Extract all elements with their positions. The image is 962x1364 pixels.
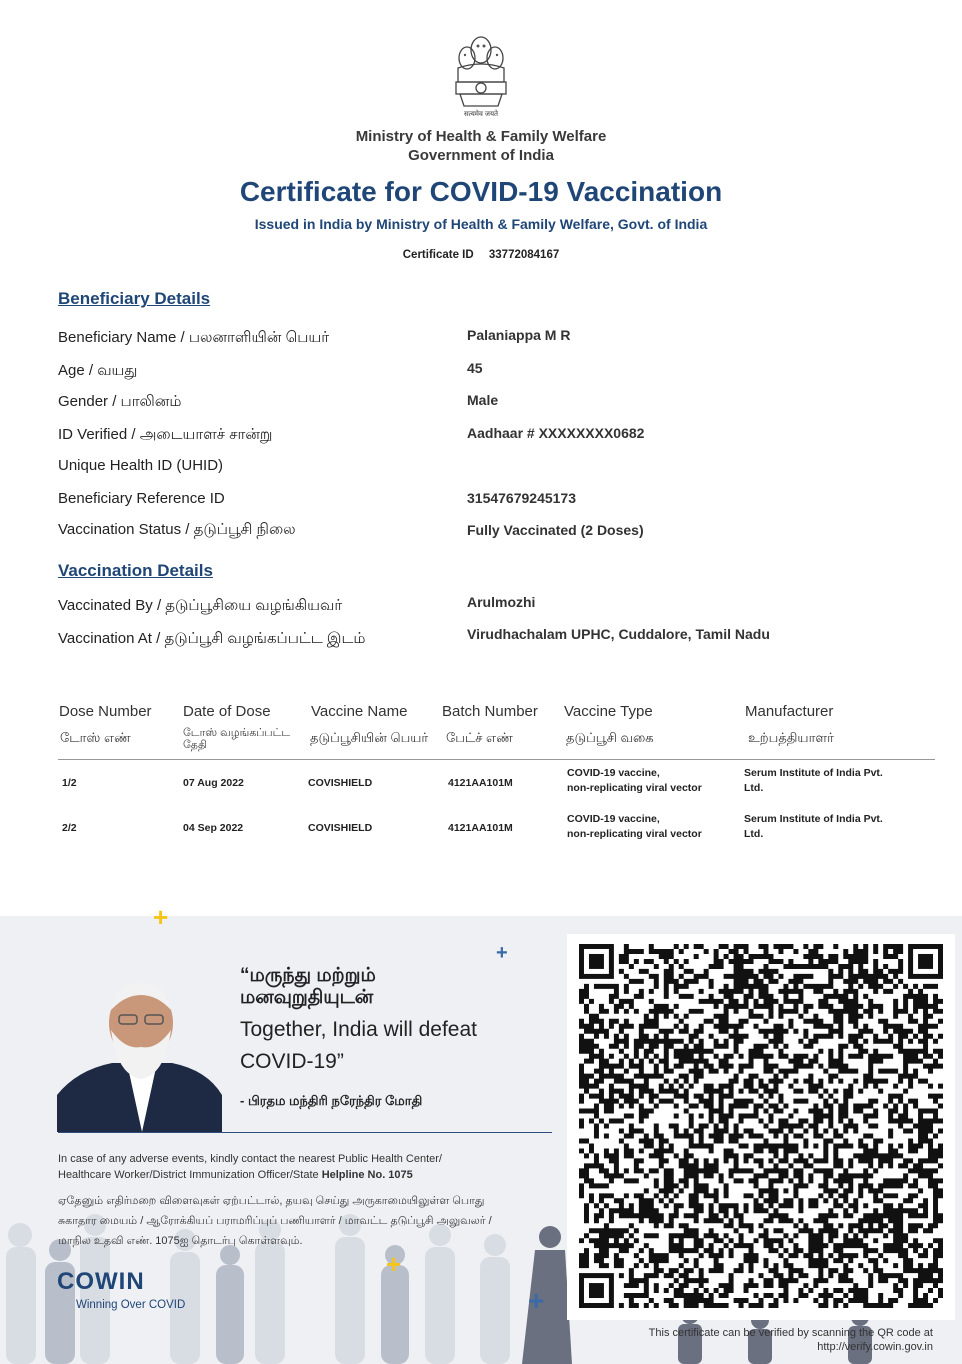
certificate-id-value: 33772084167 (488, 249, 560, 261)
adverse-event-note-english (58, 1151, 538, 1183)
gender-label: Gender / பாலினம் (58, 393, 182, 410)
adverse-event-note-tamil (58, 1191, 538, 1251)
certificate-title: Certificate for COVID-19 Vaccination (239, 176, 723, 207)
vaccination-section-title: Vaccination Details (58, 561, 213, 580)
plus-icon: + (528, 1285, 545, 1316)
beneficiary-name-label: Beneficiary Name / பலனாளியின் பெயர் (58, 329, 330, 346)
age-label: Age / வயது (58, 362, 138, 379)
certificate-subtitle: Issued in India by Ministry of Health & Family Welfare, Govt. of India (254, 216, 708, 232)
cowin-tagline: Winning Over COVID (76, 1299, 186, 1311)
ministry-name (0, 127, 962, 165)
dose-2-batch: 4121AA101M (448, 822, 513, 834)
dose-1-manufacturer (744, 766, 883, 796)
col-header-vaccine-name: Vaccine Name (311, 703, 408, 720)
col-header-date-ta: டோஸ் வழங்கப்பட்ட தேதி (183, 727, 291, 751)
reference-id-value: 31547679245173 (467, 490, 577, 506)
note-ta-line-1: ஏதேனும் எதிர்மறை விளைவுகள் ஏற்பட்டால், தயவு செய்து அருகாமையிலுள்ள பொது (58, 1195, 485, 1207)
col-header-vaccine-name-ta: தடுப்பூசியின் பெயர் (310, 730, 429, 745)
dose-1-number: 1/2 (62, 777, 77, 789)
vaccination-status-value: Fully Vaccinated (2 Doses) (467, 522, 644, 538)
beneficiary-section-title: Beneficiary Details (58, 289, 211, 308)
col-header-vaccine-type: Vaccine Type (564, 703, 653, 720)
qr-code[interactable] (579, 944, 943, 1308)
col-header-vaccine-type-ta: தடுப்பூசி வகை (566, 730, 654, 745)
national-emblem-icon (450, 30, 512, 122)
note-en-line-2: Healthcare Worker/District Immunization Officer/State (58, 1169, 319, 1181)
dose-1-date: 07 Aug 2022 (183, 777, 244, 789)
quote-tamil-line-1: “மருந்து மற்றும் (240, 965, 376, 986)
vaccinated-by-label: Vaccinated By / தடுப்பூசியை வழங்கியவர் (58, 597, 343, 614)
verify-line-1: This certificate can be verified by scanning the QR code at (648, 1327, 933, 1339)
note-ta-line-3: மாநில உதவி எண். 1075ஐ தொடர்பு கொள்ளவும். (58, 1235, 303, 1247)
ministry-line-2: Government of India (408, 147, 554, 164)
emblem-motto: सत्यमेव जयते (463, 111, 499, 118)
quote-tamil (240, 965, 376, 1009)
dose-2-number: 2/2 (62, 822, 77, 834)
dose-2-mfr-line-1: Serum Institute of India Pvt. (744, 813, 883, 825)
verification-note (560, 1326, 933, 1354)
dose-1-vaccine-name: COVISHIELD (308, 777, 373, 789)
quote-tamil-line-2: மனவுறுதியுடன் (240, 987, 374, 1008)
dose-2-vaccine-name: COVISHIELD (308, 822, 373, 834)
verify-url[interactable]: http://verify.cowin.gov.in (817, 1341, 933, 1353)
helpline-number: Helpline No. 1075 (321, 1169, 413, 1181)
plus-icon: + (386, 1249, 402, 1279)
age-value: 45 (467, 360, 483, 376)
col-header-manufacturer: Manufacturer (745, 703, 834, 720)
table-divider (58, 759, 935, 760)
gender-value: Male (467, 392, 499, 408)
dose-1-mfr-line-1: Serum Institute of India Pvt. (744, 767, 883, 779)
note-en-line-1: In case of any adverse events, kindly contact the nearest Public Health Center/ (58, 1153, 442, 1165)
id-verified-label: ID Verified / அடையாளச் சான்று (58, 426, 273, 443)
dose-1-mfr-line-2: Ltd. (744, 782, 764, 794)
dose-2-mfr-line-2: Ltd. (744, 828, 764, 840)
col-header-dose-number: Dose Number (59, 703, 152, 720)
dose-2-type-line-1: COVID-19 vaccine, (567, 813, 660, 825)
plus-icon: + (496, 942, 508, 964)
dose-1-batch: 4121AA101M (448, 777, 513, 789)
dose-2-type-line-2: non-replicating viral vector (567, 828, 702, 840)
col-header-dose-number-ta: டோஸ் எண் (60, 730, 131, 745)
uhid-label: Unique Health ID (UHID) (58, 457, 224, 474)
dose-1-type-line-1: COVID-19 vaccine, (567, 767, 660, 779)
vaccinated-by-value: Arulmozhi (467, 594, 536, 610)
quote-attribution: - பிரதம மந்திரி நரேந்திர மோதி (240, 1093, 423, 1108)
footer-divider (58, 1132, 552, 1133)
ministry-line-1: Ministry of Health & Family Welfare (355, 128, 607, 145)
note-ta-line-2: சுகாதார மையம் / ஆரோக்கியப் பராமரிப்புப் பணியாளர் / மாவட்ட தடுப்பூசி அலுவலர் / (58, 1215, 492, 1227)
plus-icon: + (153, 902, 169, 932)
cowin-logo: COWIN (57, 1268, 145, 1295)
quote-english (240, 1014, 477, 1078)
col-header-manufacturer-ta: உற்பத்தியாளர் (748, 730, 834, 745)
certificate-id-label: Certificate ID (402, 249, 474, 261)
dose-2-vaccine-type (567, 812, 702, 842)
beneficiary-name-value: Palaniappa M R (467, 327, 571, 343)
prime-minister-portrait (57, 975, 227, 1132)
dose-1-type-line-2: non-replicating viral vector (567, 782, 702, 794)
id-verified-value: Aadhaar # XXXXXXXX0682 (467, 425, 645, 441)
quote-english-line-2: COVID-19” (240, 1050, 344, 1073)
col-header-batch-ta: பேட்ச் எண் (446, 730, 513, 745)
certificate-id (0, 249, 962, 261)
col-header-date: Date of Dose (183, 703, 271, 720)
dose-2-date: 04 Sep 2022 (183, 822, 244, 834)
dose-2-manufacturer (744, 812, 883, 842)
col-header-batch: Batch Number (442, 703, 538, 720)
vaccination-at-value: Virudhachalam UPHC, Cuddalore, Tamil Nadu (467, 626, 770, 642)
vaccination-at-label: Vaccination At / தடுப்பூசி வழங்கப்பட்ட இடம் (58, 630, 366, 647)
dose-1-vaccine-type (567, 766, 702, 796)
quote-english-line-1: Together, India will defeat (240, 1018, 477, 1041)
reference-id-label: Beneficiary Reference ID (58, 490, 225, 507)
vaccination-status-label: Vaccination Status / தடுப்பூசி நிலை (58, 521, 296, 538)
